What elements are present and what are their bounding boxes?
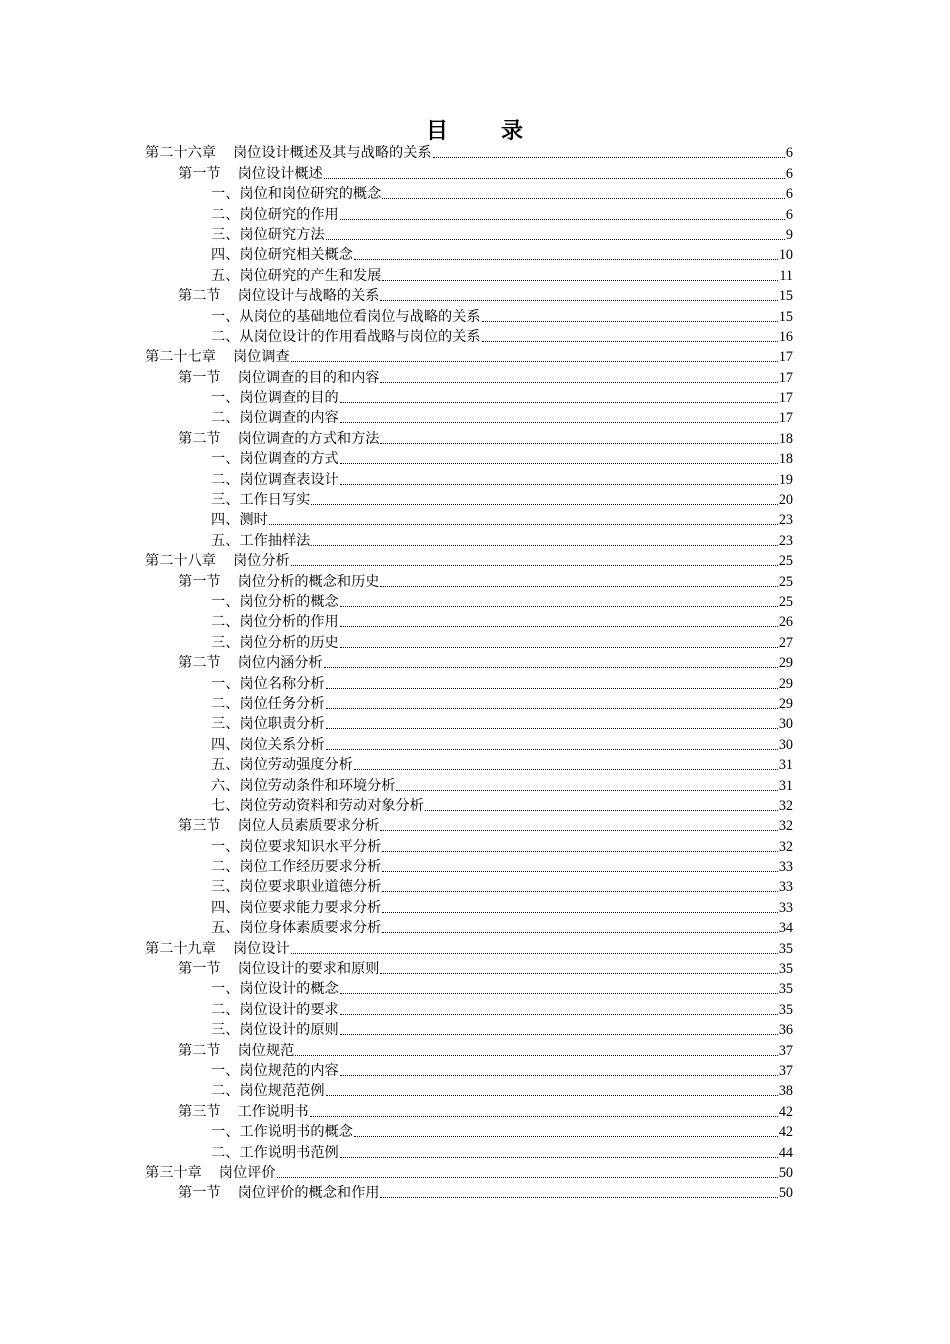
toc-page-number: 16 — [778, 328, 793, 345]
dot-leader — [382, 871, 778, 872]
dot-leader — [380, 300, 777, 301]
dot-leader — [396, 790, 777, 791]
toc-page-number: 31 — [778, 757, 793, 774]
toc-page-number: 44 — [778, 1144, 793, 1161]
toc-page-number: 42 — [778, 1124, 793, 1141]
dot-leader — [433, 157, 785, 158]
toc-entry-label — [211, 1081, 325, 1101]
toc-title — [0, 116, 950, 146]
toc-entry-label — [211, 327, 481, 347]
toc-chapter-entry[interactable] — [145, 938, 793, 958]
toc-entry-label — [211, 1143, 339, 1163]
toc-entry-label — [145, 1163, 276, 1183]
toc-subsection-entry[interactable] — [145, 530, 793, 550]
toc-page-number: 17 — [778, 369, 793, 386]
toc-entry-text: 二、岗位规范范例 — [211, 1083, 325, 1100]
toc-entry-text: 岗位设计的要求和原则 — [237, 961, 380, 978]
toc-page-number: 30 — [778, 736, 793, 753]
dot-leader — [310, 1116, 778, 1117]
dot-leader — [382, 891, 778, 892]
toc-section-entry[interactable] — [145, 959, 793, 979]
dot-leader — [382, 932, 778, 933]
toc-entry-label — [211, 1000, 339, 1020]
toc-page-number: 31 — [778, 777, 793, 794]
toc-page-number: 42 — [778, 1103, 793, 1120]
toc-entry-text: 一、岗位名称分析 — [211, 675, 325, 692]
toc-entry-label — [178, 572, 379, 592]
toc-page-number: 17 — [778, 390, 793, 407]
toc-subsection-entry[interactable] — [145, 714, 793, 734]
toc-entry-label — [178, 816, 379, 836]
toc-entry-label — [178, 1041, 294, 1061]
toc-entry-label — [211, 674, 325, 694]
toc-subsection-entry[interactable] — [145, 979, 793, 999]
toc-subsection-entry[interactable] — [145, 1142, 793, 1162]
dot-leader — [382, 280, 778, 281]
toc-page-number: 9 — [785, 226, 793, 243]
toc-entry-text: 岗位分析 — [232, 553, 290, 570]
dot-leader — [340, 484, 778, 485]
toc-page-number: 6 — [785, 206, 793, 223]
dot-leader — [382, 198, 785, 199]
toc-section-entry[interactable] — [145, 367, 793, 387]
toc-page-number: 33 — [778, 859, 793, 876]
dot-leader — [380, 586, 777, 587]
toc-entry-number: 第二节 — [178, 655, 221, 672]
toc-section-entry[interactable] — [145, 1040, 793, 1060]
toc-entry-number: 第一节 — [178, 369, 221, 386]
dot-leader — [340, 1075, 778, 1076]
dot-leader — [340, 219, 785, 220]
toc-entry-text: 二、岗位分析的作用 — [211, 614, 339, 631]
toc-entry-label — [211, 1061, 339, 1081]
toc-page-number: 10 — [778, 247, 793, 264]
dot-leader — [340, 1157, 778, 1158]
toc-section-entry[interactable] — [145, 816, 793, 836]
toc-subsection-entry[interactable] — [145, 490, 793, 510]
toc-entry-text: 一、岗位要求知识水平分析 — [211, 838, 382, 855]
toc-entry-label — [211, 918, 381, 938]
toc-entry-label — [178, 164, 323, 184]
dot-leader — [382, 851, 778, 852]
toc-subsection-entry[interactable] — [145, 388, 793, 408]
toc-entry-text: 四、岗位关系分析 — [211, 736, 325, 753]
dot-leader — [482, 341, 778, 342]
toc-entry-label — [211, 1122, 353, 1142]
toc-entry-label — [211, 408, 339, 428]
toc-subsection-entry[interactable] — [145, 694, 793, 714]
toc-page-number: 37 — [778, 1062, 793, 1079]
toc-subsection-entry[interactable] — [145, 592, 793, 612]
dot-leader — [291, 565, 778, 566]
toc-entry-text: 三、岗位设计的原则 — [211, 1022, 339, 1039]
toc-page-number: 30 — [778, 716, 793, 733]
toc-page-number: 35 — [778, 1001, 793, 1018]
toc-entry-label — [211, 510, 268, 530]
toc-entry-label — [178, 429, 379, 449]
toc-section-entry[interactable] — [145, 653, 793, 673]
toc-subsection-entry[interactable] — [145, 327, 793, 347]
toc-chapter-entry[interactable] — [145, 1163, 793, 1183]
table-of-contents — [145, 143, 793, 1203]
toc-entry-text: 岗位调查 — [232, 349, 290, 366]
toc-entry-number: 第一节 — [178, 165, 221, 182]
dot-leader — [291, 361, 778, 362]
toc-entry-text: 岗位分析的概念和历史 — [237, 573, 380, 590]
toc-entry-number: 第一节 — [178, 961, 221, 978]
dot-leader — [326, 749, 778, 750]
toc-entry-text: 一、岗位设计的概念 — [211, 981, 339, 998]
toc-page-number: 20 — [778, 492, 793, 509]
dot-leader — [380, 973, 777, 974]
toc-subsection-entry[interactable] — [145, 1122, 793, 1142]
toc-page-number: 33 — [778, 899, 793, 916]
toc-subsection-entry[interactable] — [145, 857, 793, 877]
toc-page-number: 50 — [778, 1164, 793, 1181]
toc-page-number: 35 — [778, 961, 793, 978]
toc-entry-text: 二、岗位设计的要求 — [211, 1001, 339, 1018]
toc-entry-label — [178, 653, 323, 673]
toc-entry-number: 第二十七章 — [145, 349, 216, 366]
toc-entry-text: 二、岗位任务分析 — [211, 695, 325, 712]
dot-leader — [326, 728, 778, 729]
toc-entry-text: 五、岗位身体素质要求分析 — [211, 920, 382, 937]
dot-leader — [340, 626, 778, 627]
dot-leader — [311, 504, 777, 505]
toc-entry-label — [211, 979, 339, 999]
toc-entry-text: 一、岗位分析的概念 — [211, 593, 339, 610]
toc-entry-label — [211, 714, 325, 734]
toc-entry-label — [211, 898, 381, 918]
toc-entry-label — [211, 694, 325, 714]
toc-page-number: 25 — [778, 593, 793, 610]
toc-subsection-entry[interactable] — [145, 1061, 793, 1081]
toc-entry-label — [211, 307, 481, 327]
toc-subsection-entry[interactable] — [145, 755, 793, 775]
dot-leader — [340, 1014, 778, 1015]
toc-entry-label — [211, 633, 339, 653]
toc-entry-text: 一、岗位调查的方式 — [211, 451, 339, 468]
dot-leader — [324, 667, 778, 668]
toc-entry-text: 五、工作抽样法 — [211, 532, 311, 549]
toc-subsection-entry[interactable] — [145, 897, 793, 917]
toc-subsection-entry[interactable] — [145, 796, 793, 816]
dot-leader — [380, 382, 777, 383]
toc-chapter-entry[interactable] — [145, 347, 793, 367]
toc-title-left: 目 — [425, 118, 449, 144]
dot-leader — [324, 178, 785, 179]
toc-entry-label — [178, 1183, 379, 1203]
toc-page-number: 29 — [778, 655, 793, 672]
toc-entry-text: 七、岗位劳动资料和劳动对象分析 — [211, 797, 424, 814]
toc-page-number: 32 — [778, 797, 793, 814]
toc-page-number: 18 — [778, 451, 793, 468]
toc-page-number: 23 — [778, 532, 793, 549]
dot-leader — [425, 810, 778, 811]
toc-page-number: 15 — [778, 288, 793, 305]
toc-subsection-entry[interactable] — [145, 469, 793, 489]
dot-leader — [291, 953, 778, 954]
toc-entry-label — [211, 1020, 339, 1040]
toc-page-number: 36 — [778, 1022, 793, 1039]
toc-page-number: 50 — [778, 1185, 793, 1202]
toc-page-number: 29 — [778, 695, 793, 712]
toc-entry-text: 二、岗位工作经历要求分析 — [211, 859, 382, 876]
dot-leader — [340, 422, 778, 423]
toc-entry-text: 三、岗位研究方法 — [211, 226, 325, 243]
toc-subsection-entry[interactable] — [145, 408, 793, 428]
toc-subsection-entry[interactable] — [145, 306, 793, 326]
toc-entry-number: 第三十章 — [145, 1164, 202, 1181]
toc-section-entry[interactable] — [145, 286, 793, 306]
toc-page-number: 32 — [778, 838, 793, 855]
dot-leader — [340, 1034, 778, 1035]
dot-leader — [380, 830, 777, 831]
toc-page-number: 17 — [778, 410, 793, 427]
dot-leader — [340, 606, 778, 607]
toc-subsection-entry[interactable] — [145, 734, 793, 754]
toc-entry-label — [211, 490, 310, 510]
toc-entry-text: 岗位规范 — [237, 1042, 295, 1059]
toc-entry-label — [145, 143, 432, 163]
toc-page-number: 37 — [778, 1042, 793, 1059]
toc-subsection-entry[interactable] — [145, 265, 793, 285]
toc-page-number: 27 — [778, 634, 793, 651]
dot-leader — [326, 688, 778, 689]
toc-page-number: 33 — [778, 879, 793, 896]
toc-page-number: 34 — [778, 920, 793, 937]
toc-page-number: 38 — [778, 1083, 793, 1100]
toc-entry-text: 一、岗位和岗位研究的概念 — [211, 186, 382, 203]
toc-entry-text: 四、岗位要求能力要求分析 — [211, 899, 382, 916]
toc-entry-text: 一、岗位规范的内容 — [211, 1062, 339, 1079]
toc-page-number: 6 — [785, 186, 793, 203]
toc-entry-text: 二、岗位调查的内容 — [211, 410, 339, 427]
toc-section-entry[interactable] — [145, 1183, 793, 1203]
toc-page-number: 11 — [779, 267, 793, 284]
toc-entry-number: 第一节 — [178, 1185, 221, 1202]
toc-entry-text: 岗位设计概述 — [237, 165, 323, 182]
toc-section-entry[interactable] — [145, 163, 793, 183]
toc-entry-label — [211, 837, 381, 857]
toc-entry-number: 第二节 — [178, 430, 221, 447]
toc-entry-text: 二、岗位调查表设计 — [211, 471, 339, 488]
toc-subsection-entry[interactable] — [145, 999, 793, 1019]
dot-leader — [354, 769, 778, 770]
toc-entry-text: 四、岗位研究相关概念 — [211, 247, 353, 264]
dot-leader — [340, 647, 778, 648]
dot-leader — [269, 524, 778, 525]
toc-entry-label — [178, 368, 379, 388]
toc-entry-text: 岗位内涵分析 — [237, 655, 323, 672]
toc-entry-label — [211, 592, 339, 612]
toc-entry-label — [211, 877, 381, 897]
toc-subsection-entry[interactable] — [145, 918, 793, 938]
toc-page-number: 25 — [778, 553, 793, 570]
toc-entry-label — [178, 959, 379, 979]
dot-leader — [326, 239, 785, 240]
toc-page-number: 26 — [778, 614, 793, 631]
toc-entry-text: 岗位设计 — [232, 940, 290, 957]
toc-page-number: 18 — [778, 430, 793, 447]
toc-entry-number: 第二节 — [178, 288, 221, 305]
toc-subsection-entry[interactable] — [145, 449, 793, 469]
toc-entry-number: 第二十九章 — [145, 940, 216, 957]
toc-subsection-entry[interactable] — [145, 632, 793, 652]
toc-page-number: 6 — [785, 165, 793, 182]
dot-leader — [311, 545, 777, 546]
toc-entry-text: 二、岗位研究的作用 — [211, 206, 339, 223]
toc-entry-text: 三、岗位要求职业道德分析 — [211, 879, 382, 896]
dot-leader — [380, 1197, 777, 1198]
dot-leader — [277, 1177, 778, 1178]
toc-entry-number: 第三节 — [178, 1103, 221, 1120]
dot-leader — [482, 321, 778, 322]
toc-entry-label — [211, 225, 325, 245]
toc-entry-number: 第一节 — [178, 573, 221, 590]
dot-leader — [340, 993, 778, 994]
toc-chapter-entry[interactable] — [145, 551, 793, 571]
toc-entry-label — [145, 551, 290, 571]
toc-entry-label — [211, 735, 325, 755]
toc-entry-label — [211, 449, 339, 469]
toc-entry-text: 一、岗位调查的目的 — [211, 390, 339, 407]
toc-entry-text: 四、测时 — [211, 512, 268, 529]
toc-subsection-entry[interactable] — [145, 673, 793, 693]
toc-entry-label — [211, 796, 424, 816]
toc-subsection-entry[interactable] — [145, 775, 793, 795]
toc-subsection-entry[interactable] — [145, 225, 793, 245]
toc-entry-text: 岗位调查的目的和内容 — [237, 369, 380, 386]
toc-entry-text: 一、从岗位的基础地位看岗位与战略的关系 — [211, 308, 481, 325]
toc-entry-number: 第二十六章 — [145, 145, 216, 162]
toc-subsection-entry[interactable] — [145, 204, 793, 224]
toc-subsection-entry[interactable] — [145, 1081, 793, 1101]
toc-entry-text: 岗位人员素质要求分析 — [237, 818, 380, 835]
toc-title-right: 录 — [501, 118, 525, 144]
dot-leader — [382, 912, 778, 913]
dot-leader — [340, 402, 778, 403]
dot-leader — [295, 1055, 777, 1056]
toc-subsection-entry[interactable] — [145, 245, 793, 265]
toc-page-number: 15 — [778, 308, 793, 325]
toc-section-entry[interactable] — [145, 1101, 793, 1121]
toc-page-number: 19 — [778, 471, 793, 488]
toc-entry-text: 六、岗位劳动条件和环境分析 — [211, 777, 396, 794]
toc-subsection-entry[interactable] — [145, 1020, 793, 1040]
toc-chapter-entry[interactable] — [145, 143, 793, 163]
toc-entry-label — [211, 470, 339, 490]
toc-entry-label — [211, 776, 395, 796]
toc-entry-label — [178, 1102, 309, 1122]
toc-page-number: 25 — [778, 573, 793, 590]
toc-section-entry[interactable] — [145, 428, 793, 448]
toc-page-number: 35 — [778, 940, 793, 957]
dot-leader — [326, 708, 778, 709]
toc-entry-label — [211, 245, 353, 265]
toc-entry-label — [211, 612, 339, 632]
toc-entry-text: 岗位设计与战略的关系 — [237, 288, 380, 305]
dot-leader — [340, 463, 778, 464]
toc-entry-text: 五、岗位劳动强度分析 — [211, 757, 353, 774]
dot-leader — [354, 1136, 778, 1137]
toc-section-entry[interactable] — [145, 571, 793, 591]
toc-entry-text: 二、从岗位设计的作用看战略与岗位的关系 — [211, 328, 481, 345]
toc-entry-text: 三、岗位分析的历史 — [211, 634, 339, 651]
toc-entry-label — [211, 531, 310, 551]
toc-entry-label — [211, 388, 339, 408]
toc-page-number: 29 — [778, 675, 793, 692]
toc-entry-label — [178, 286, 379, 306]
toc-subsection-entry[interactable] — [145, 510, 793, 530]
toc-entry-label — [211, 857, 381, 877]
toc-page-number: 35 — [778, 981, 793, 998]
toc-page-number: 6 — [785, 145, 793, 162]
toc-entry-number: 第二节 — [178, 1042, 221, 1059]
toc-page-number: 17 — [778, 349, 793, 366]
toc-entry-text: 五、岗位研究的产生和发展 — [211, 267, 382, 284]
toc-entry-label — [211, 755, 353, 775]
toc-subsection-entry[interactable] — [145, 877, 793, 897]
toc-entry-label — [145, 347, 290, 367]
toc-entry-number: 第三节 — [178, 818, 221, 835]
toc-entry-label — [145, 939, 290, 959]
toc-entry-text: 二、工作说明书范例 — [211, 1144, 339, 1161]
toc-page-number: 23 — [778, 512, 793, 529]
toc-page-number: 32 — [778, 818, 793, 835]
toc-entry-label — [211, 205, 339, 225]
dot-leader — [380, 443, 777, 444]
dot-leader — [354, 259, 778, 260]
toc-entry-text: 三、工作日写实 — [211, 492, 311, 509]
toc-subsection-entry[interactable] — [145, 612, 793, 632]
toc-entry-number: 第二十八章 — [145, 553, 216, 570]
toc-subsection-entry[interactable] — [145, 184, 793, 204]
toc-entry-text: 一、工作说明书的概念 — [211, 1124, 353, 1141]
toc-entry-text: 岗位调查的方式和方法 — [237, 430, 380, 447]
toc-entry-text: 岗位评价 — [218, 1164, 276, 1181]
toc-subsection-entry[interactable] — [145, 836, 793, 856]
toc-entry-label — [211, 266, 381, 286]
toc-entry-text: 岗位评价的概念和作用 — [237, 1185, 380, 1202]
toc-entry-text: 三、岗位职责分析 — [211, 716, 325, 733]
toc-entry-text: 工作说明书 — [237, 1103, 309, 1120]
toc-entry-label — [211, 184, 381, 204]
dot-leader — [326, 1095, 778, 1096]
toc-entry-text: 岗位设计概述及其与战略的关系 — [232, 145, 432, 162]
